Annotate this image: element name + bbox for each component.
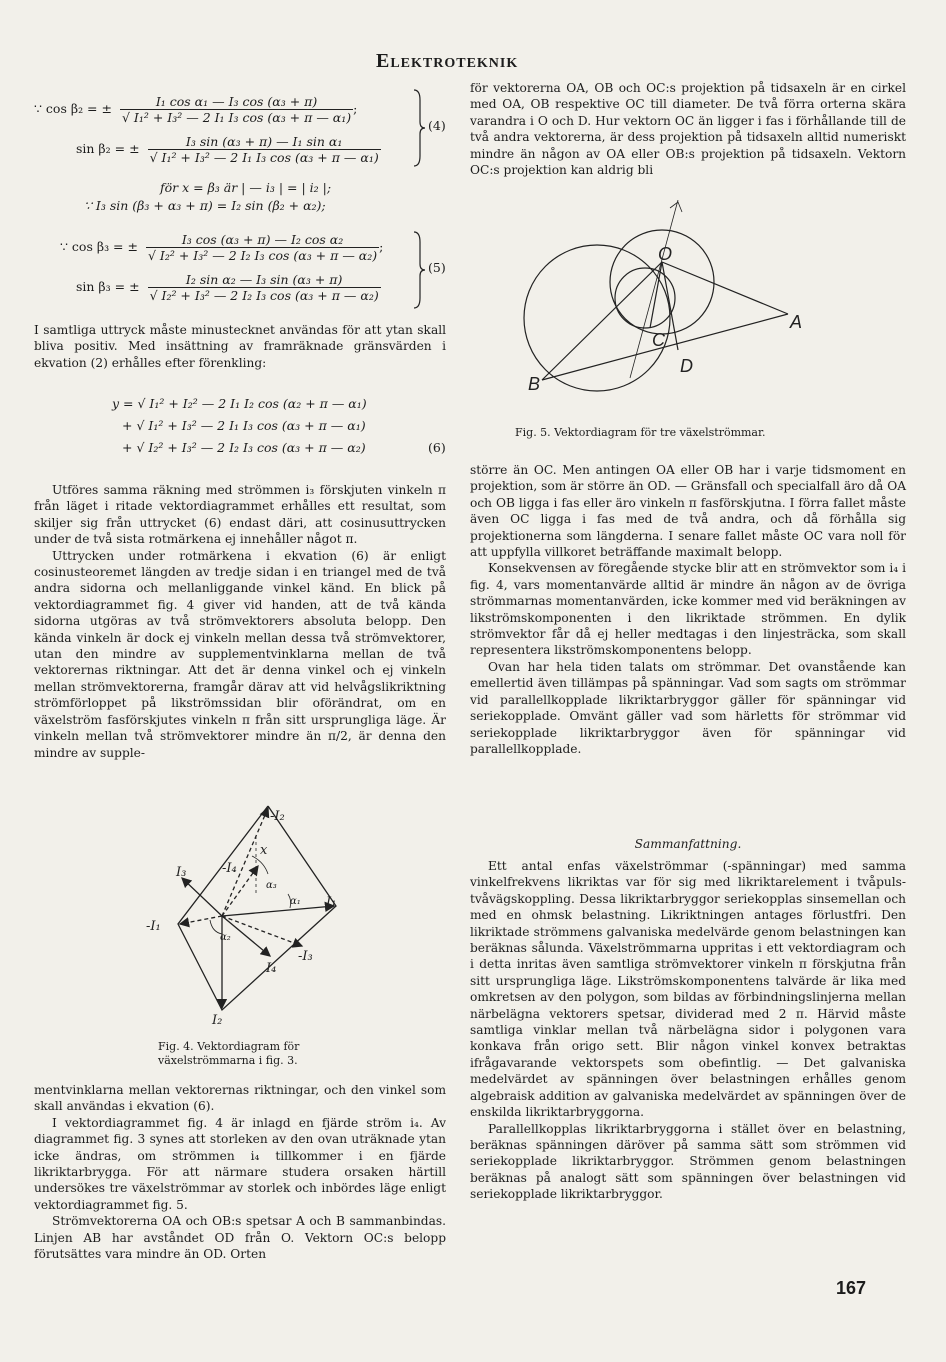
eq5-brace (412, 230, 426, 310)
page-number: 167 (836, 1278, 867, 1298)
fig5-label-o: O (658, 244, 673, 264)
eq5-line1-num: I₃ cos (α₃ + π) — I₂ cos α₂ (146, 232, 379, 248)
eq6-line-1: y = √ I₁² + I₂² — 2 I₁ I₂ cos (α₂ + π — α₁) (112, 396, 367, 411)
fig4-label-i1: I₁ (326, 895, 337, 910)
eq4-label: (4) (428, 118, 446, 133)
fig4-vector-minus-i1 (180, 916, 222, 924)
fig4-label-x: x (260, 843, 268, 858)
fig4-label-minus-i4: -I₄ (222, 861, 237, 876)
eq4-condition-2: ∵ I₃ sin (β₃ + α₃ + π) = I₂ sin (β₂ + α₂); (84, 198, 326, 213)
right-column-upper (470, 80, 906, 178)
fig4-label-i2: I₂ (212, 1013, 223, 1028)
fig5-vector-ob (542, 262, 662, 380)
journal-header: Elektroteknik (376, 50, 519, 72)
left-column-middle (34, 482, 446, 761)
eq4-line1-den: √ I₁² + I₃² — 2 I₁ I₃ cos (α₃ + π — α₁) (121, 110, 352, 125)
fig5-label-d: D (680, 356, 693, 376)
eq5-line2-lhs: sin β₃ = ± (76, 279, 140, 294)
right-column-middle (470, 462, 906, 757)
eq4-condition-1: för x = β₃ är | — i₃ | = | i₂ |; (160, 180, 332, 195)
figure-5-vector-diagram (520, 200, 820, 420)
equation-4: ∵ cos β₂ = ± $\frac{\text{I₁ cos α₁ — I₃ cos (α₃ + π)}}{\text{√ I₁² + I₃² — 2 I₁ I₃ cos (α₃ + π — α₁)}}$ ; sin β₂ = ± $\frac{\text{I₃ sin (α₃ + π) — I₁ sin α₁}}{\text{√ I₁² + I₃² — 2 I₁ I₃ cos (α₃ + π — α₁)}}$ (4) för x = β₃ är | — i₃ | = | i₂ |; ∵ I₃ sin (β₃ + α₃ + π) = I₂ sin (β₂ + α₂); (34, 84, 454, 214)
left-paragraph-4: mentvinklarna mellan vektorernas riktningar, och den vinkel som skall användas i ekvation (6). (34, 1083, 446, 1114)
right-paragraph-3: Konsekvensen av föregående stycke blir att en strömvektor som i₄ i fig. 4, vars momentanvärde alltid är mindre än någon av de övriga strömmarnas momentanvärden, icke kommer med vid beräkningen av likströmskomponenten i den likriktade strömmen. En dylik strömvektor får då ej heller medtagas i den linjesträcka, som skall representera likströmskomponentens belopp. (470, 561, 906, 658)
eq6-line-3: + √ I₂² + I₃² — 2 I₂ I₃ cos (α₃ + π — α₂) (122, 440, 366, 455)
fig4-caption: Fig. 4. Vektordiagram för växelströmmarna i fig. 3. (158, 1040, 300, 1067)
summary-paragraph-1: Ett antal enfas växelströmmar (-spänningar) med samma vinkelfrekvens likriktas var för sig med likriktarelement i tvåpuls-tvåvägskoppling. Dessa likriktarbryggor seriekopplas sinsemellan och med en ohmsk belastning. Likriktningen antages förlustfri. Den likriktade strömmens galvaniska medelvärde genom belastningen kan beräknas sålunda. Växelströmmarna uppritas i ett vektordiagram och i detta inritas även samtliga strömvektorer vinkeln π förskjutna från sitt ursprungliga läge. Likströmskomponentens talvärde är lika med omkretsen av den polygon, som bildas av förbindningslinjerna mellan närbelägna vektorers spetsar, dividerad med 2 π. Härvid måste samtliga vinklar mellan två närbelägna sidor i polygonen vara konkava från origo sett. Blir någon vinkel konvex betraktas ifrågavarande vektorspets som obefintlig. — Det galvaniska medelvärdet av spänningen över belastningen erhålles genom algebraisk addition av galvaniska medelvärdet av spänningen över de enskilda likriktarbryggorna. (470, 859, 906, 1120)
fig4-vector-i1 (222, 906, 334, 916)
left-column-upper (34, 322, 446, 371)
eq6-label: (6) (428, 440, 446, 455)
summary-text (470, 858, 906, 1203)
fig5-label-c: C (652, 330, 665, 350)
eq5-line2-den: √ I₂² + I₃² — 2 I₂ I₃ cos (α₃ + π — α₂) (149, 288, 379, 303)
eq5-label: (5) (428, 260, 446, 275)
left-column-lower (34, 1082, 446, 1262)
right-paragraph-1: för vektorerna OA, OB och OC:s projektion på tidsaxeln är en cirkel med OA, OB respektive OC till diameter. De två förra orterna skära varandra i O och D. Hur vektorn OC än ligger i fas i förhållande till de två andra vektorerna, är dess projektion på tidsaxeln alltid numeriskt mindre än någon av OA eller OB:s projektion på tidsaxeln. Vektorn OC:s projektion kan aldrig bli (470, 81, 906, 178)
left-paragraph-1: I samtliga uttryck måste minustecknet användas för att ytan skall bliva positiv. Med insättning av framräknade gränsvärden i ekvation (2) erhålles efter förenkling: (34, 323, 446, 370)
figure-4-vector-diagram (140, 796, 356, 1028)
fig5-time-axis (630, 200, 678, 378)
eq4-line2-den: √ I₁² + I₃² — 2 I₁ I₃ cos (α₃ + π — α₁) (149, 150, 379, 165)
fig4-label-minus-i3: -I₃ (298, 949, 313, 964)
left-paragraph-3: Uttrycken under rotmärkena i ekvation (6) är enligt cosinusteoremet längden av tredje sidan i en triangel med de två andra sidorna och mellanliggande vinkel känd. En blick på vektordiagrammet fig. 4 giver vid handen, att de två kända sidorna utgöras av två strömvektorers absoluta belopp. Den kända vinkeln är dock ej vinkeln mellan dessa två strömvektorer, utan den mindre av supplementvinklarna mellan de två vektorernas riktningar. Att det är denna vinkel och ej vinkeln mellan strömvektorerna, framgår därav att vid helvågslikriktning strömförloppet på likströmssidan blir oförändrat, om en växelström fasförskjutes vinkeln π från sitt ursprungliga läge. Är vinkeln mellan två strömvektorer mindre än π/2, är denna den mindre av supple- (34, 548, 446, 760)
summary-heading: Sammanfattning. (634, 837, 742, 851)
fig4-label-a2: α₂ (220, 932, 231, 943)
fig5-circle-oc (615, 268, 675, 328)
eq4-line2-lhs: sin β₂ = ± (76, 141, 140, 156)
eq5-line1-lhs: ∵ cos β₃ = ± (60, 239, 138, 254)
eq4-brace (412, 88, 426, 168)
eq6-line-2: + √ I₁² + I₃² — 2 I₁ I₃ cos (α₃ + π — α₁) (122, 418, 366, 433)
summary-paragraph-2: Parallellkopplas likriktarbryggorna i stället över en belastning, beräknas spänningen däröver på samma sätt som strömmen vid seriekopplade likriktarbryggor. Strömmen genom belastningen beräknas på analogt sätt som spänningen över belastningen vid seriekopplade likriktarbryggor. (470, 1121, 906, 1202)
fig4-label-minus-i1: -I₁ (146, 919, 161, 934)
fig4-label-a1: α₁ (290, 896, 301, 907)
fig4-vector-minus-i3 (222, 916, 302, 946)
eq5-line1-den: √ I₂² + I₃² — 2 I₂ I₃ cos (α₃ + π — α₂) (147, 248, 378, 263)
fig5-line-ab (542, 314, 788, 380)
fig4-angle-arc-a3 (252, 856, 268, 874)
equation-6 (112, 396, 456, 470)
fig5-circle-ob (524, 244, 673, 391)
right-paragraph-2: större än OC. Men antingen OA eller OB har i varje tidsmoment en projektion, som är större än OD. — Gränsfall och specialfall äro då OA och OB ligga i fas eller äro vinkeln π fasförskjutna. I förra fallet måste även OC ligga i fas med de två andra, och då förhålla sig projektionerna som längderna. I senare fallet måste OC vara noll för att uppfylla villkoret beträffande maximalt belopp. (470, 463, 906, 560)
fig4-label-a3: α₃ (266, 880, 277, 891)
fig4-label-i4: I₄ (266, 961, 277, 976)
fig5-vector-oa (662, 262, 788, 314)
fig5-label-b: B (528, 374, 541, 394)
eq4-line1-num: I₁ cos α₁ — I₃ cos (α₃ + π) (120, 94, 353, 110)
eq4-line2-num: I₃ sin (α₃ + π) — I₁ sin α₁ (148, 134, 381, 150)
eq4-line1-lhs: ∵ cos β₂ = ± (34, 101, 112, 116)
eq5-line2-num: I₂ sin α₂ — I₃ sin (α₃ + π) (148, 272, 381, 288)
fig4-label-i3: I₃ (176, 865, 187, 880)
left-paragraph-6: Strömvektorerna OA och OB:s spetsar A och B sammanbindas. Linjen AB har avståndet OD från O. Vektorn OC:s belopp förutsättes vara mindre än OD. Orten (34, 1214, 446, 1262)
left-paragraph-2: Utföres samma räkning med strömmen i₃ förskjuten vinkeln π från läget i ritade vektordiagrammet erhålles ett resultat, som skiljer sig från uttrycket (6) endast däri, att cosinusuttrycken under de två sista rotmärkena ej innehåller något π. (34, 483, 446, 547)
fig4-label-minus-i2: -I₂ (270, 809, 285, 824)
fig5-caption: Fig. 5. Vektordiagram för tre växelströmmar. (515, 426, 766, 439)
fig5-label-a: A (790, 312, 803, 332)
left-paragraph-5: I vektordiagrammet fig. 4 är inlagd en fjärde ström i₄. Av diagrammet fig. 3 synes att storleken av den ovan uträknade ytan icke ändras, om strömmen i₄ tillkommer i en fjärde likriktarbrygga. För att närmare studera orsaken härtill undersökes tre växelströmmar av storlek och inbördes läge enligt vektordiagrammet fig. 5. (34, 1115, 446, 1212)
right-paragraph-4: Ovan har hela tiden talats om strömmar. Det ovanstående kan emellertid även tillämpas på spänningar. Vad som sagts om strömmar vid parallellkopplade likriktarbryggor gäller för spänningar vid seriekopplade. Omvänt gäller vad som härletts för strömmar vid seriekopplade likriktarbryggor även för spänningar vid parallellkopplade. (470, 659, 906, 756)
equation-5: ∵ cos β₃ = ± $\frac{\text{I₃ cos (α₃ + π) — I₂ cos α₂}}{\text{√ I₂² + I₃² — 2 I₂ I₃ cos (α₃ + π — α₂)}}$ ; sin β₃ = ± $\frac{\text{I₂ sin α₂ — I₃ sin (α₃ + π)}}{\text{√ I₂² + I₃² — 2 I₂ I₃ cos (α₃ + π — α₂)}}$ (5) (60, 228, 460, 318)
